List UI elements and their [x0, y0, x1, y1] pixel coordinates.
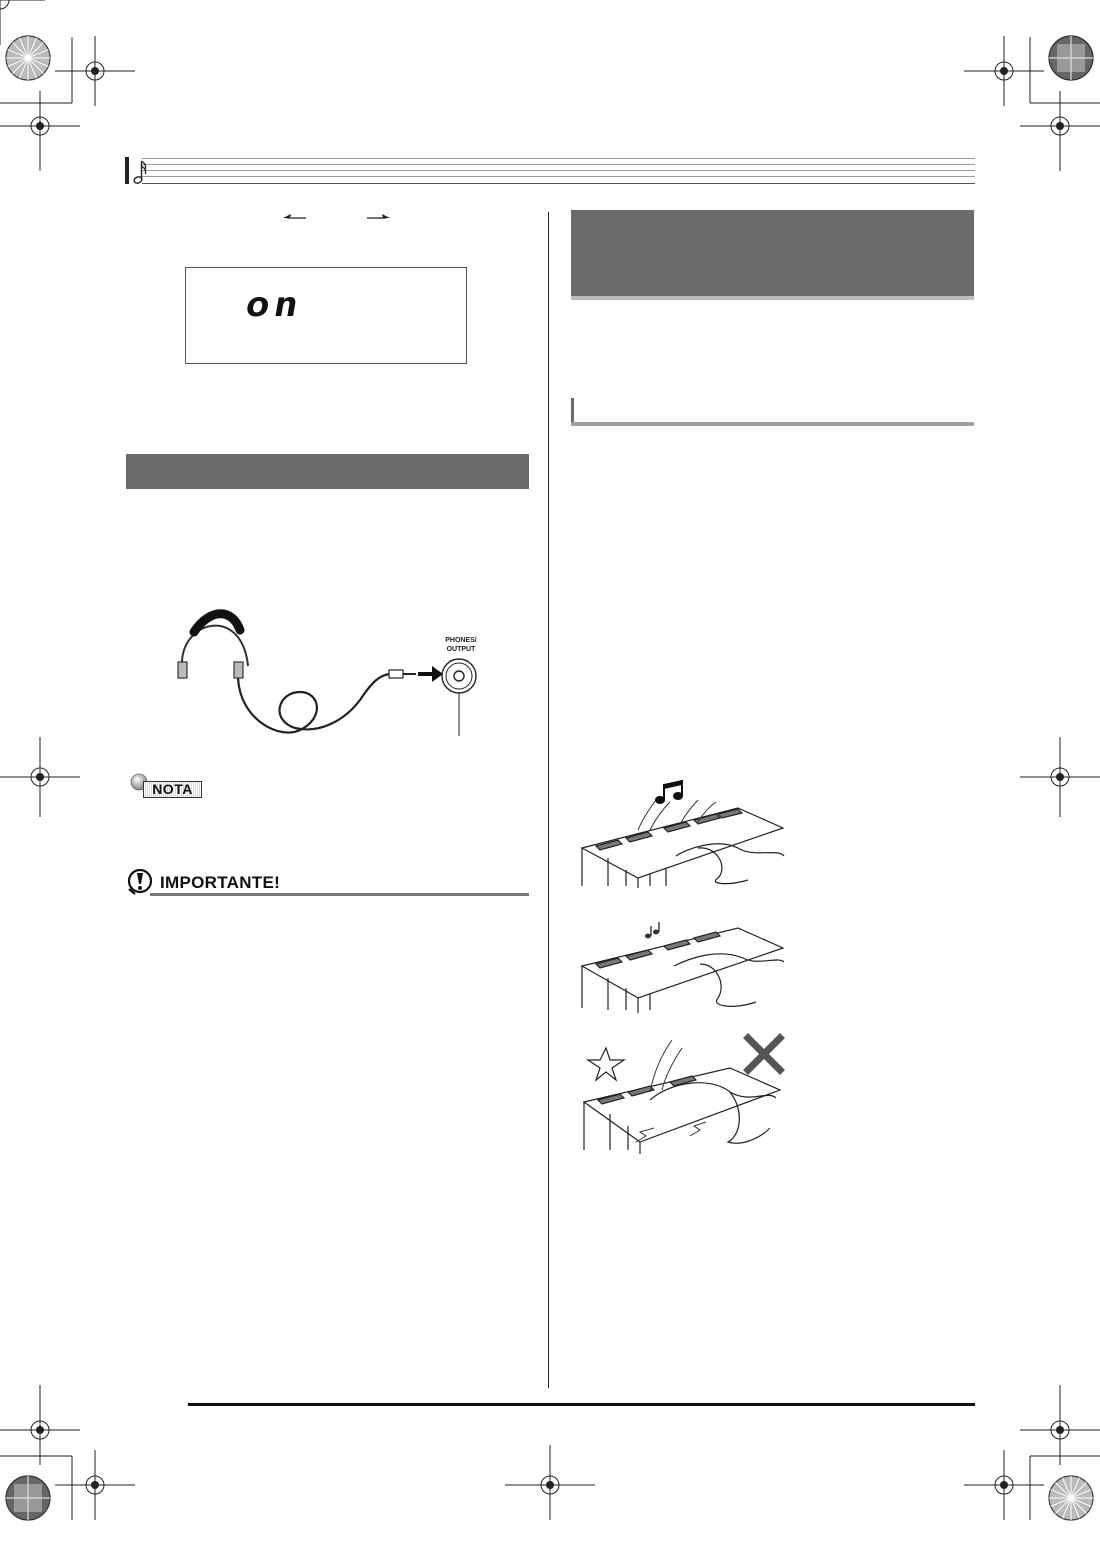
importante-label: IMPORTANTE!	[160, 873, 281, 892]
keyboard-hard-touch-illustration	[580, 1032, 790, 1157]
subheading-rule	[571, 422, 974, 426]
importante-rule	[150, 893, 529, 896]
staff-bar	[125, 157, 129, 184]
headphones-illustration	[160, 600, 500, 740]
keyboard-correct-touch-illustration	[578, 778, 788, 888]
section-bar-right	[571, 210, 974, 299]
subheading-marker	[571, 398, 574, 424]
music-note-icon	[133, 158, 149, 186]
left-earcup-icon	[178, 662, 187, 678]
nota-label: NOTA	[143, 781, 202, 798]
left-arrow-icon	[283, 212, 307, 222]
phones-output-label: PHONES/ OUTPUT	[445, 637, 477, 653]
right-earcup-icon	[234, 662, 243, 678]
section-bar-left	[126, 454, 529, 489]
lcd-text: on	[242, 285, 306, 325]
footer-rule	[188, 1403, 975, 1406]
right-arrow-icon	[366, 212, 390, 222]
keyboard-soft-touch-illustration	[578, 918, 788, 1018]
column-divider	[548, 212, 549, 1388]
lcd-display	[185, 267, 467, 364]
section-bar-right-shadow	[571, 296, 974, 300]
